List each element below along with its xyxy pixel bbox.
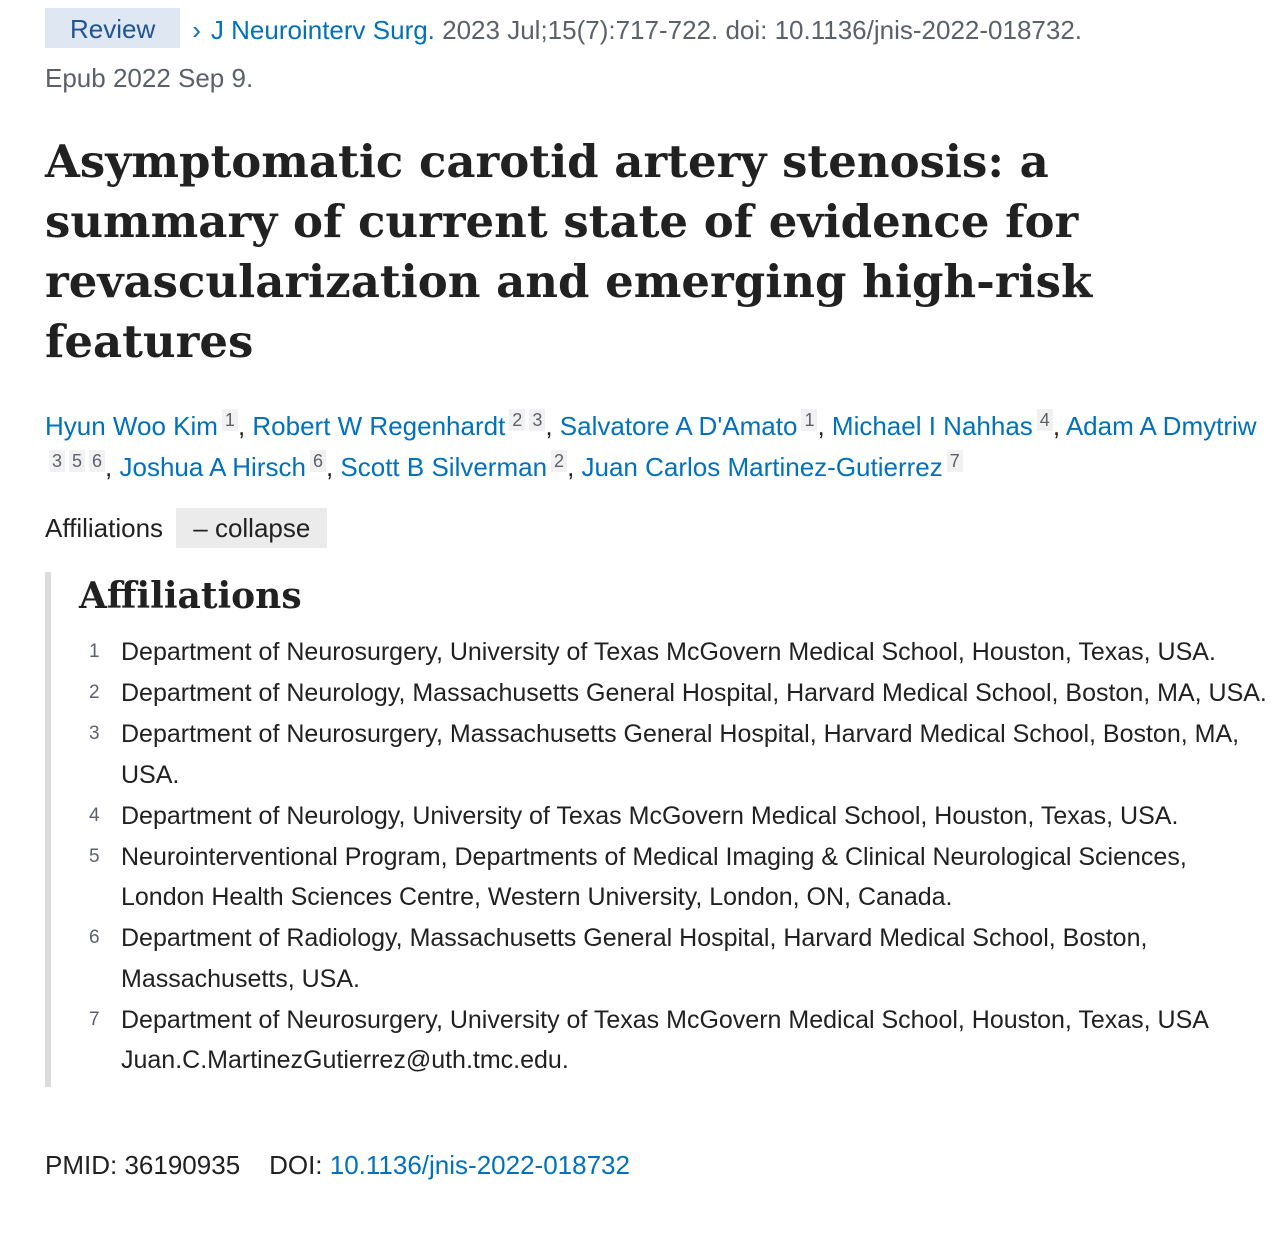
affiliation-number: 1 xyxy=(89,641,100,662)
doi-label: DOI: xyxy=(269,1150,323,1180)
article-page xyxy=(45,8,1270,1185)
affiliation-text: Department of Neurosurgery, University of Texas McGovern Medical School, Houston, Texas, USA Juan.C.MartinezGutierrez@uth.tmc.edu. xyxy=(121,1005,1208,1074)
affiliation-text: Neurointerventional Program, Departments of Medical Imaging & Clinical Neurological Sciences, London Health Sciences Centre, Western University, London, ON, Canada. xyxy=(121,842,1187,911)
affiliations-toggle-row xyxy=(45,508,1270,548)
author-link[interactable]: Hyun Woo Kim xyxy=(45,411,218,441)
affiliation-ref[interactable]: 1 xyxy=(801,409,817,431)
author-link[interactable]: Robert W Regenhardt xyxy=(252,411,506,441)
affiliation-item xyxy=(79,918,1270,999)
pmid-value: 36190935 xyxy=(124,1150,241,1180)
affiliation-item xyxy=(79,714,1270,795)
affiliation-text: Department of Radiology, Massachusetts General Hospital, Harvard Medical School, Boston, Massachusetts, USA. xyxy=(121,924,1148,993)
affiliation-ref[interactable]: 7 xyxy=(947,450,963,472)
affiliation-number: 2 xyxy=(89,682,100,703)
affiliation-item xyxy=(79,673,1270,714)
affiliations-heading: Affiliations xyxy=(79,575,302,617)
journal-link[interactable]: J Neurointerv Surg. xyxy=(210,15,435,45)
affiliation-text: Department of Neurosurgery, Massachusetts General Hospital, Harvard Medical School, Boston, MA, USA. xyxy=(121,720,1240,789)
affiliation-ref[interactable]: 4 xyxy=(1037,409,1053,431)
author-link[interactable]: Salvatore A D'Amato xyxy=(559,411,798,441)
affiliation-ref[interactable]: 2 xyxy=(551,450,567,472)
collapse-affiliations-button[interactable]: – collapse xyxy=(176,508,327,548)
affiliation-item xyxy=(79,837,1270,918)
article-type-badge: Review xyxy=(45,8,180,48)
affiliation-text: Department of Neurology, University of Texas McGovern Medical School, Houston, Texas, USA. xyxy=(121,801,1179,830)
author-link[interactable]: Scott B Silverman xyxy=(340,452,548,482)
affiliation-item xyxy=(79,632,1270,673)
pmid-label: PMID: xyxy=(45,1150,118,1180)
affiliations-list xyxy=(79,632,1270,1081)
affiliation-number: 3 xyxy=(89,723,100,744)
article-title: Asymptomatic carotid artery stenosis: a summary of current state of evidence for revascularization and emerging high-risk features xyxy=(45,135,1093,368)
author-link[interactable]: Michael I Nahhas xyxy=(831,411,1033,441)
affiliation-number: 4 xyxy=(89,804,100,826)
affiliation-text: Department of Neurology, Massachusetts General Hospital, Harvard Medical School, Boston, MA, USA. xyxy=(121,679,1267,707)
chevron-right-icon[interactable]: › xyxy=(192,15,201,45)
article-identifiers xyxy=(45,1145,1270,1185)
affiliation-ref[interactable]: 6 xyxy=(310,450,326,472)
citation-details: 2023 Jul;15(7):717-722. doi: 10.1136/jnis-2022-018732. xyxy=(442,15,1083,45)
author-list: Hyun Woo Kim $^1$ , Robert W Regenhardt $^2$ $^3$ , Salvatore A D'Amato $^1$ , Michael I Nahhas $^4$ , Adam A Dmytriw$^3$ $^5$ $^6$ , Joshua A Hirsch $^6$ , Scott B Silverman $^2$ , Juan Carlos Martinez-Gutierrez $^7$ xyxy=(45,410,1257,482)
affiliations-panel xyxy=(45,572,1270,1087)
affiliation-ref[interactable]: 1 xyxy=(222,409,238,431)
affiliation-ref[interactable]: 3 xyxy=(529,409,545,431)
affiliation-ref[interactable]: 2 xyxy=(509,409,525,431)
author-link[interactable]: Adam A Dmytriw xyxy=(1065,411,1257,441)
affiliation-text: Department of Neurosurgery, University of Texas McGovern Medical School, Houston, Texas, USA. xyxy=(121,638,1216,666)
affiliation-ref[interactable]: 5 xyxy=(69,450,85,472)
author-link[interactable]: Juan Carlos Martinez-Gutierrez xyxy=(581,452,943,482)
author-link[interactable]: Joshua A Hirsch xyxy=(119,452,306,482)
affiliation-ref[interactable]: 3 xyxy=(49,450,65,472)
affiliations-label: Affiliations xyxy=(45,513,164,543)
affiliation-ref[interactable]: 6 xyxy=(89,450,105,472)
citation-line xyxy=(45,8,1270,52)
affiliation-item xyxy=(79,1000,1270,1081)
affiliation-number: 5 xyxy=(89,845,100,867)
doi-link[interactable]: 10.1136/jnis-2022-018732 xyxy=(329,1150,630,1180)
epub-date: Epub 2022 Sep 9. xyxy=(45,63,254,93)
affiliation-number: 6 xyxy=(89,927,100,948)
affiliation-number: 7 xyxy=(89,1008,100,1030)
affiliation-item xyxy=(79,796,1270,837)
